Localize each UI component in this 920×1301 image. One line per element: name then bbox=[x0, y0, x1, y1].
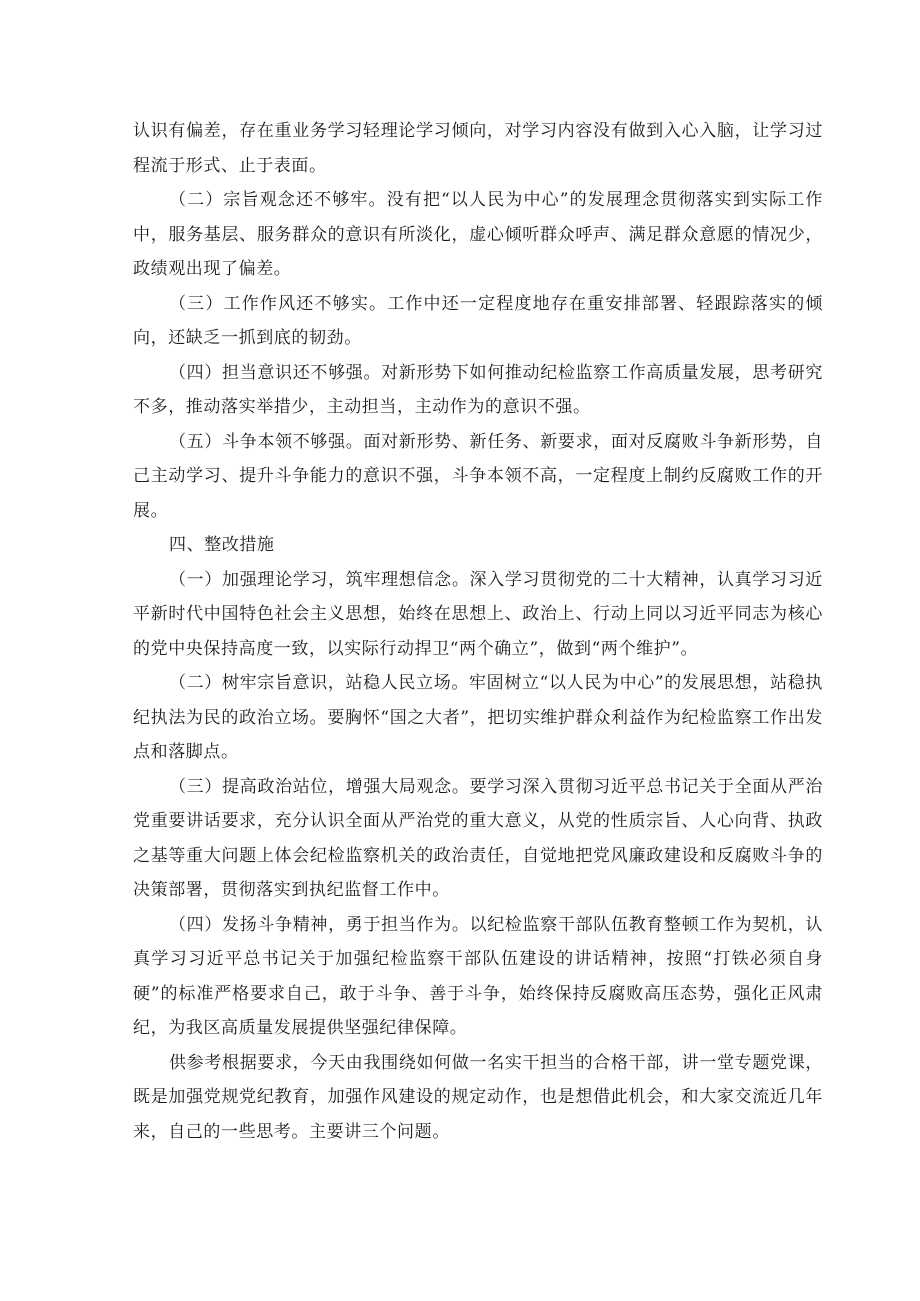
paragraph-continuation: 认识有偏差，存在重业务学习轻理论学习倾向，对学习内容没有做到入心入脑，让学习过程流于形式、止于表面。 bbox=[133, 121, 823, 176]
paragraph-item-3: （三）工作作风还不够实。工作中还一定程度地存在重安排部署、轻跟踪落实的倾向，还缺乏一抓到底的韧劲。 bbox=[133, 293, 823, 348]
paragraph-item-5: （五）斗争本领不够强。面对新形势、新任务、新要求，面对反腐败斗争新形势，自己主动学习、提升斗争能力的意识不强，斗争本领不高，一定程度上制约反腐败工作的开展。 bbox=[133, 431, 823, 521]
measure-item-4: （四）发扬斗争精神，勇于担当作为。以纪检监察干部队伍教育整顿工作为契机，认真学习习近平总书记关于加强纪检监察干部队伍建设的讲话精神，按照“打铁必须自身硬”的标准严格要求自己，敢于斗争、善于斗争，始终保持反腐败高压态势，强化正风肃纪，为我区高质量发展提供坚强纪律保障。 bbox=[133, 914, 823, 1038]
document-body bbox=[133, 114, 823, 1149]
closing-paragraph: 供参考根据要求，今天由我围绕如何做一名实干担当的合格干部，讲一堂专题党课，既是加强党规党纪教育，加强作风建设的规定动作，也是想借此机会，和大家交流近几年来，自己的一些思考。主要讲三个问题。 bbox=[133, 1052, 823, 1142]
section-heading: 四、整改措施 bbox=[169, 535, 275, 555]
paragraph-item-2: （二）宗旨观念还不够牢。没有把“以人民为中心”的发展理念贯彻落实到实际工作中，服务基层、服务群众的意识有所淡化，虚心倾听群众呼声、满足群众意愿的情况少，政绩观出现了偏差。 bbox=[133, 190, 823, 279]
measure-item-2: （二）树牢宗旨意识，站稳人民立场。牢固树立“以人民为中心”的发展思想，站稳执纪执法为民的政治立场。要胸怀“国之大者”，把切实维护群众利益作为纪检监察工作出发点和落脚点。 bbox=[133, 673, 823, 762]
measure-item-3: （三）提高政治站位，增强大局观念。要学习深入贯彻习近平总书记关于全面从严治党重要讲话要求，充分认识全面从严治党的重大意义，从党的性质宗旨、人心向背、执政之基等重大问题上体会纪检监察机关的政治责任，自觉地把党风廉政建设和反腐败斗争的决策部署，贯彻落实到执纪监督工作中。 bbox=[133, 776, 823, 900]
measure-item-1: （一）加强理论学习，筑牢理想信念。深入学习贯彻党的二十大精神，认真学习习近平新时代中国特色社会主义思想，始终在思想上、政治上、行动上同以习近平同志为核心的党中央保持高度一致，以实际行动捍卫“两个确立”，做到“两个维护”。 bbox=[133, 569, 823, 659]
paragraph-item-4: （四）担当意识还不够强。对新形势下如何推动纪检监察工作高质量发展，思考研究不多，推动落实举措少，主动担当，主动作为的意识不强。 bbox=[133, 362, 823, 417]
